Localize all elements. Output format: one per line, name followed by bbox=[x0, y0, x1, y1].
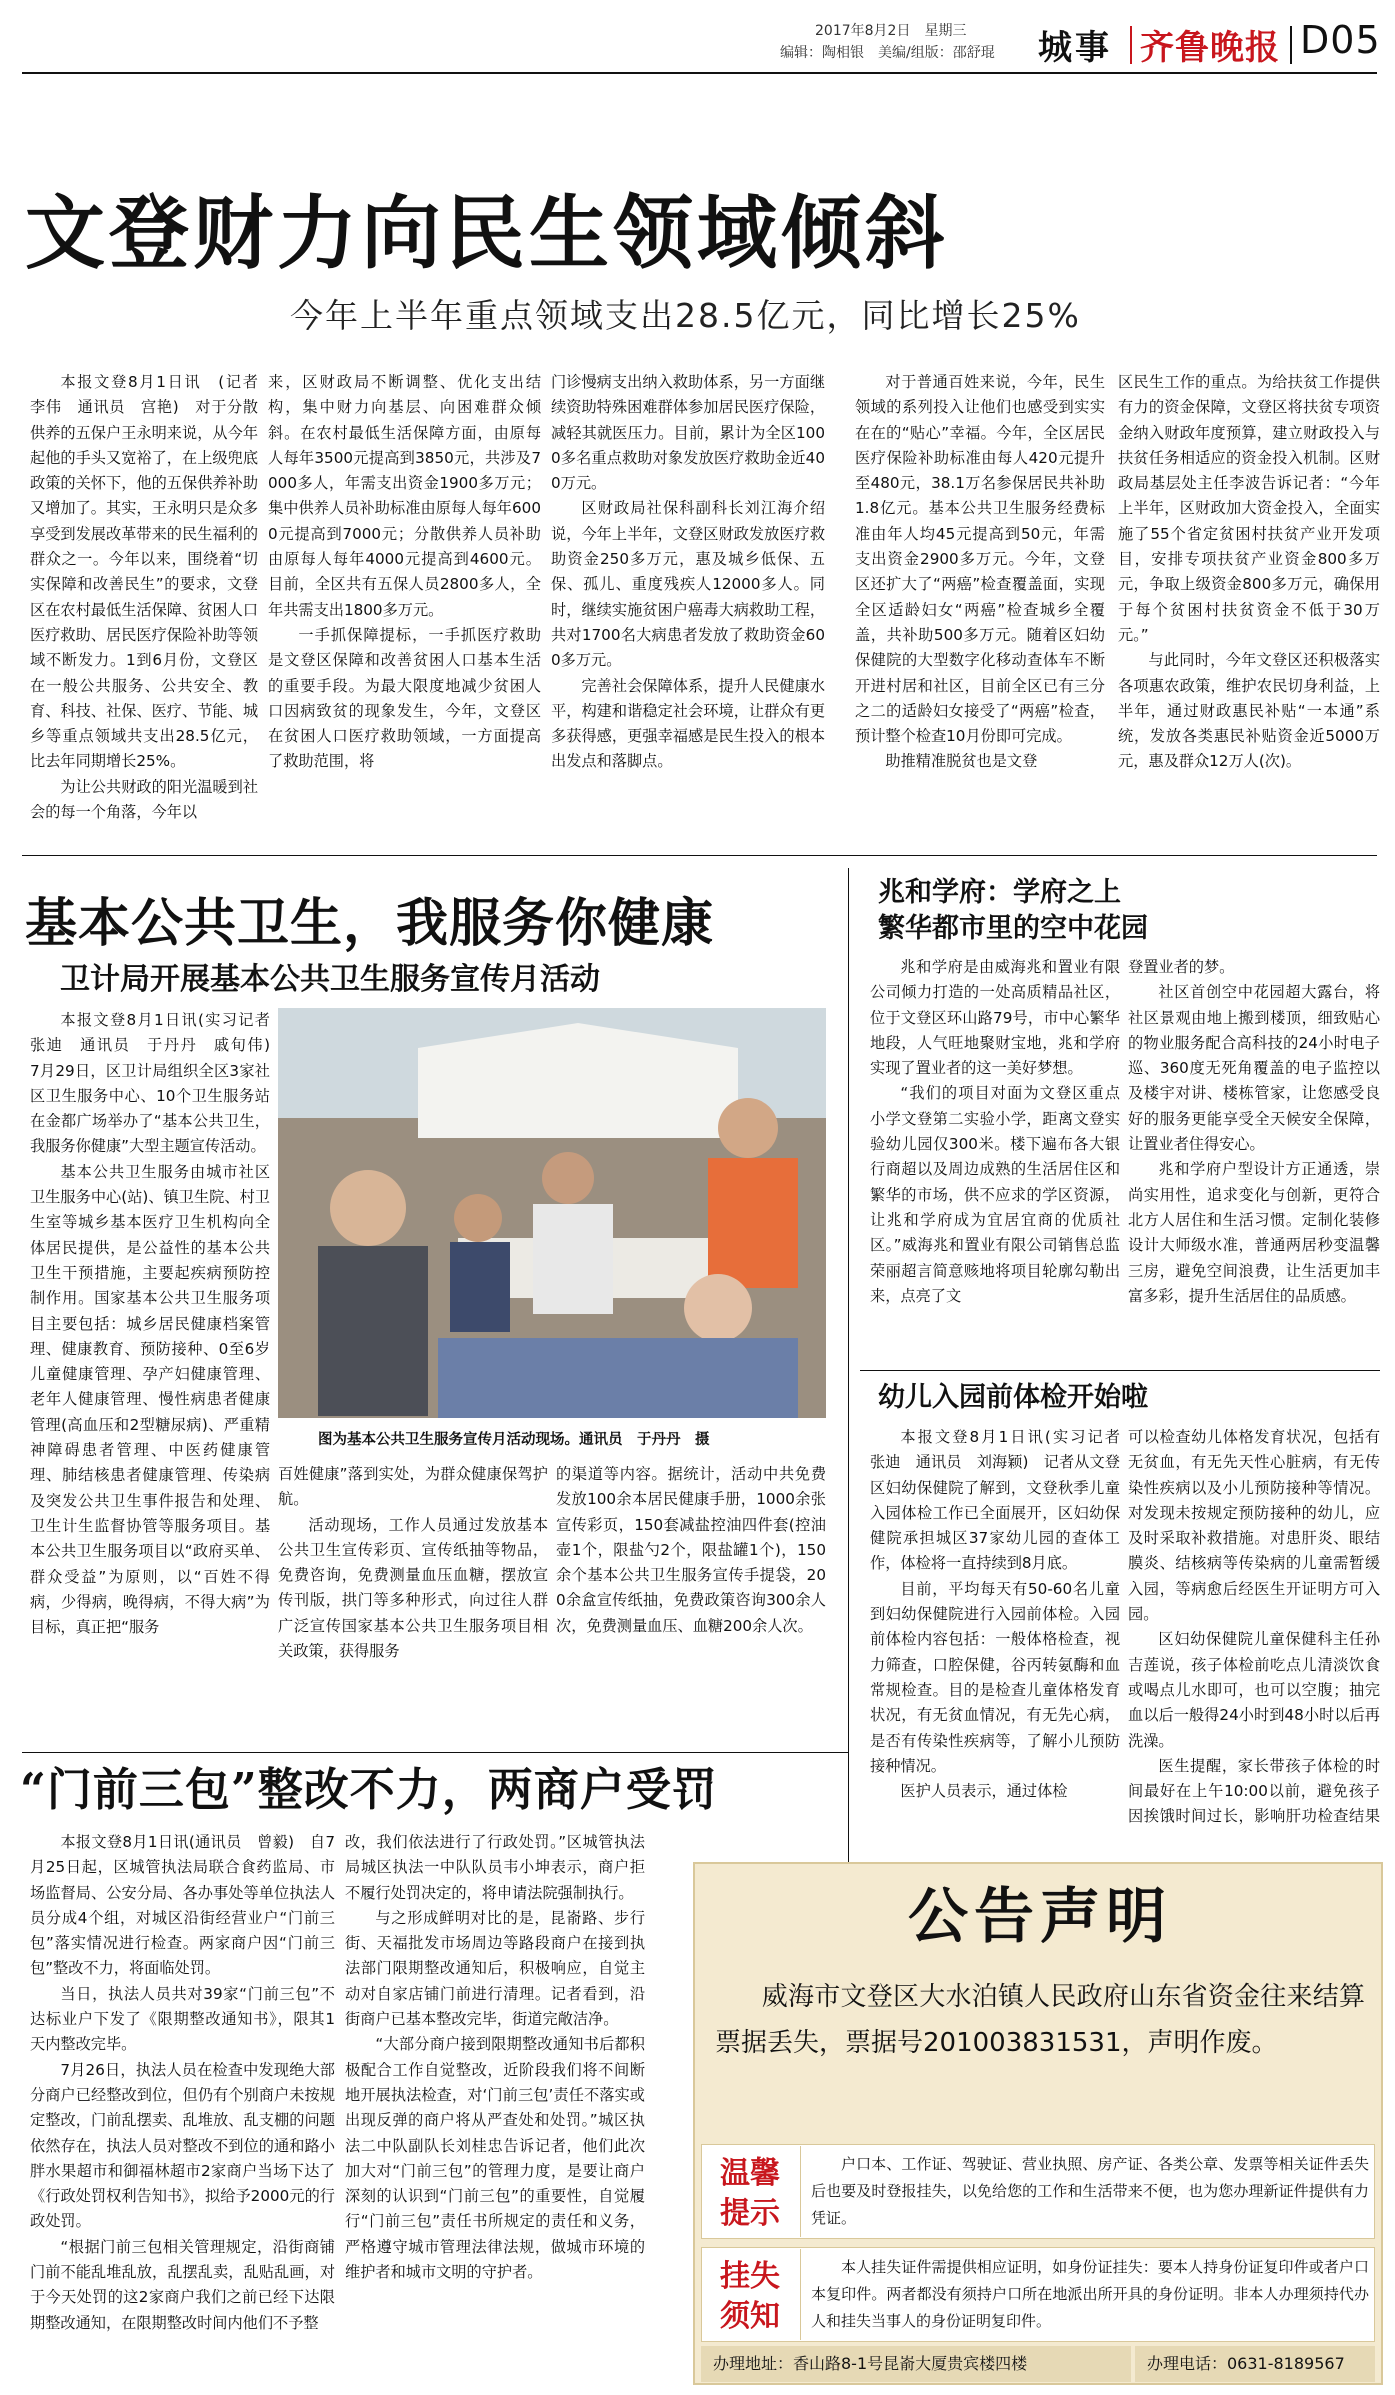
health-col-1: 本报文登8月1日讯(实习记者 张迪 通讯员 于丹丹 戚旬伟) 7月29日，区卫计局组织全区3家社区卫生服务中心、10个卫生服务站在金都广场举办了“基本公共卫生，我服务你健康”大型主题宣传活动。 基本公共卫生服务由城市社区卫生服务中心(站)、镇卫生院、村卫生室等城乡基本医疗卫生机构向全体居民提供，是公益性的基本公共卫生干预措施，主要起疾病预防控制作用。国家基本公共卫生服务项目主要包括：城乡居民健康档案管理、健康教育、预防接种、0至6岁儿童健康管理、孕产妇健康管理、老年人健康管理、慢性病患者健康管理(高血压和2型糖尿病)、严重精神障碍患者管理、中医药健康管理、肺结核患者健康管理、传染病及突发公共卫生事件报告和处理、卫生计生监督协管等服务项目。基本公共卫生服务项目以“政府买单、群众受益”为原则，以“百姓不得病，少得病，晚得病，不得大病”为目标，真正把“服务 bbox=[30, 1011, 270, 1637]
lead-col-2: 来，区财政局不断调整、优化支出结构，集中财力向基层、向困难群众倾斜。在农村最低生活保障方面，由原每人每年3500元提高到3850元，共涉及7000多人，年需支出资金1900多万元；集中供养人员补助标准由原每人每年6000元提高到7000元；分散供养人员补助由原每人每年4000元提高到4600元。目前，全区共有五保人员2800多人，全年共需支出1800多万元。 一手抓保障提标，一手抓医疗救助是文登区保障和改善贫困人口基本生活的重要手段。为最大限度地减少贫困人口因病致贫的现象发生，今年，文登区在贫困人口医疗救助领域，一方面提高了救助范围，将 bbox=[268, 373, 541, 771]
health-headline: 基本公共卫生，我服务你健康 bbox=[25, 893, 715, 954]
header-editors: 编辑：陶相银 美编/组版：邵舒琨 bbox=[780, 45, 995, 61]
lead-col-3: 门诊慢病支出纳入救助体系，另一方面继续资助特殊困难群体参加居民医疗保险，减轻其就医压力。目前，累计为全区1000多名重点救助对象发放医疗救助金近400万元。 区财政局社保科副科长刘江海介绍说，今年上半年，文登区财政发放医疗救助资金250多万元，惠及城乡低保、五保、孤儿、重度残疾人12000多人。同时，继续实施贫困户癌毒大病救助工程，共对1700名大病患者发放了救助资金600多万元。 完善社会保障体系，提升人民健康水平，构建和谐稳定社会环境，让群众有更多获得感，更强幸福感是民生投入的根本出发点和落脚点。 bbox=[551, 373, 825, 771]
penalty-col-2: 改，我们依法进行了行政处罚。”区城管执法局城区执法一中队队员韦小坤表示，商户拒不履行处罚决定的，将申请法院强制执行。 与之形成鲜明对比的是，昆嵛路、步行街、天福批发市场周边等路段商户在接到执法部门限期整改通知后，积极响应，自觉主动对自家店铺门前进行清理。记者看到，沿街商户已基本整改完毕，街道完敞洁净。 “大部分商户接到限期整改通知书后都积极配合工作自觉整改，近阶段我们将不间断地开展执法检查，对‘门前三包’责任不落实或出现反弹的商户将从严查处和处罚。”城区执法二中队副队长刘桂忠告诉记者，他们此次加大对“门前三包”的管理力度，是要让商户深刻的认识到“门前三包”的重要性，自觉履行“门前三包”责任书所规定的责任和义务，严格遵守城市管理法律法规，做城市环境的维护者和城市文明的守护者。 bbox=[345, 1833, 645, 2282]
school-col-2: 登置业者的梦。 社区首创空中花园超大露台，将社区景观由地上搬到楼顶，细致贴心的物业服务配合高科技的24小时电子巡、360度无死角覆盖的电子监控以及楼宇对讲、楼栋管家，让您感受良好的服务更能享受全天候安全保障，让置业者住得安心。 兆和学府户型设计方正通透，崇尚实用性，追求变化与创新，更符合北方人居住和生活习惯。定制化装修设计大师级水准，普通两居秒变温馨三房，避免空间浪费，让生活更加丰富多彩，提升生活居住的品质感。 bbox=[1128, 958, 1380, 1305]
school-headline: 兆和学府：学府之上 繁华都市里的空中花园 bbox=[878, 877, 1148, 944]
lead-headline: 文登财力向民生领域倾斜 bbox=[25, 186, 949, 280]
penalty-headline: “门前三包”整改不力，两商户受罚 bbox=[20, 1763, 718, 1816]
tip2-divider bbox=[800, 2249, 801, 2340]
health-bottom-rule bbox=[22, 1752, 848, 1753]
tip1-label: 温馨 提示 bbox=[720, 2156, 780, 2231]
school-bottom-rule bbox=[860, 1370, 1380, 1371]
header-rule bbox=[22, 72, 1377, 74]
photo-caption: 图为基本公共卫生服务宣传月活动现场。通讯员 于丹丹 摄 bbox=[318, 1432, 710, 1448]
tip2-label: 挂失 须知 bbox=[720, 2259, 780, 2334]
header-date: 2017年8月2日 星期三 bbox=[815, 23, 967, 39]
notice-ad bbox=[693, 1862, 1383, 2385]
tip1-body: 户口本、工作证、驾驶证、营业执照、房产证、各类公章、发票等相关证件丢失后也要及时登报挂失，以免给您的工作和生活带来不便，也为您办理新证件提供有力凭证。 bbox=[811, 2155, 1369, 2227]
header-divider bbox=[1130, 26, 1132, 64]
lead-col-5: 区民生工作的重点。为给扶贫工作提供有力的资金保障，文登区将扶贫专项资金纳入财政年度预算，建立财政投入与扶贫任务相适应的资金投入机制。区财政局基层处主任李波告诉记者：“今年上半年，区财政加大资金投入，全面实施了55个省定贫困村扶贫产业开发项目，安排专项扶贫产业资金800多万元，争取上级资金800多万元，确保用于每个贫困村扶贫资金不低于30万元。” 与此同时，今年文登区还积极落实各项惠农政策，维护农民切身利益，上半年，通过财政惠民补贴“一本通”系统，发放各类惠民补贴资金近5000万元，惠及群众12万人(次)。 bbox=[1118, 373, 1380, 771]
ad-title: 公告声明 bbox=[908, 1882, 1172, 1952]
lead-bottom-rule bbox=[22, 855, 1377, 856]
lead-col-1: 本报文登8月1日讯 (记者 李伟 通讯员 宫艳) 对于分散供养的五保户王永明来说，从今年起他的手头又宽裕了，在上级兜底政策的关怀下，他的五保供养补助又增加了。其实，王永明只是众多享受到发展改革带来的民生福利的群众之一。今年以来，围绕着“切实保障和改善民生”的要求，文登区在农村最低生活保障、贫困人口医疗救助、居民医疗保险补助等领域不断发力。1到6月份，文登区在一般公共服务、公共安全、教育、科技、社保、医疗、节能、城乡等重点领域共支出28.5亿元，比去年同期增长25%。 为让公共财政的阳光温暖到社会的每一个角落，今年以 bbox=[30, 373, 258, 822]
ad-phone: 办理电话：0631-8189567 bbox=[1135, 2346, 1375, 2382]
newspaper-logo: 齐鲁晚报 bbox=[1140, 28, 1280, 68]
health-event-photo bbox=[278, 1008, 826, 1418]
school-col-1: 兆和学府是由威海兆和置业有限公司倾力打造的一处高质精品社区，位于文登区环山路79号，市中心繁华地段，人气旺地聚财宝地，兆和学府实现了置业者的这一美好梦想。 “我们的项目对面为文登区重点小学文登第二实验小学，距离文登实验幼儿园仅300米。楼下遍布各大银行商超以及周边成熟的生活居住区和繁华的市场，供不应求的学区资源，让兆和学府成为宜居宜商的优质社区。”威海兆和置业有限公司销售总监荣丽超言简意赅地将项目轮廓勾勒出来，点亮了文 bbox=[870, 958, 1120, 1305]
photo-scene bbox=[278, 1008, 826, 1418]
section-name: 城事 bbox=[1038, 28, 1112, 68]
kinder-headline: 幼儿入园前体检开始啦 bbox=[878, 1382, 1148, 1413]
lead-col-4: 对于普通百姓来说，今年，民生领域的系列投入让他们也感受到实实在在的“贴心”幸福。今年，全区居民医疗保险补助标准由每人420元提升至480元，38.1万名参保居民共补助1.8亿元。基本公共卫生服务经费标准由年人均45元提高到50元，年需支出资金2900多万元。今年，文登区还扩大了“两癌”检查覆盖面，实现全区适龄妇女“两癌”检查城乡全覆盖，共补助500多万元。随着区妇幼保健院的大型数字化移动查体车不断开进村居和社区，目前全区已有三分之二的适龄妇女接受了“两癌”检查，预计整个检查10月份即可完成。 助推精准脱贫也是文登 bbox=[855, 373, 1105, 771]
ad-body: 威海市文登区大水泊镇人民政府山东省资金往来结算票据丢失，票据号201003831531，声明作废。 bbox=[715, 1982, 1365, 2058]
kinder-col-1: 本报文登8月1日讯(实习记者 张迪 通讯员 刘海颖) 记者从文登区妇幼保健院了解到，文登秋季儿童入园体检工作已全面展开，区妇幼保健院承担城区37家幼儿园的查体工作，体检将一直持续到8月底。 目前，平均每天有50-60名儿童到妇幼保健院进行入园前体检。入园前体检内容包括：一般体格检查，视力筛查，口腔保健，谷丙转氨酶和血常规检查。目的是检查儿童体格发育状况，有无贫血情况，有无先心病，是否有传染性疾病等，了解小儿预防接种情况。 医护人员表示，通过体检 bbox=[870, 1428, 1120, 1801]
tip2-body: 本人挂失证件需提供相应证明，如身份证挂失：要本人持身份证复印件或者户口本复印件。两者都没有须持户口所在地派出所开具的身份证明。非本人办理须持代办人和挂失当事人的身份证明复印件。 bbox=[811, 2258, 1369, 2330]
page-number: D05 bbox=[1300, 18, 1381, 62]
penalty-col-1: 本报文登8月1日讯(通讯员 曾毅) 自7月25日起，区城管执法局联合食药监局、市场监督局、公安分局、各办事处等单位执法人员分成4个组，对城区沿街经营业户“门前三包”落实情况进行检查。两家商户因“门前三包”整改不力，将面临处罚。 当日，执法人员共对39家“门前三包”不达标业户下发了《限期整改通知书》，限其1天内整改完毕。 7月26日，执法人员在检查中发现绝大部分商户已经整改到位，但仍有个别商户未按规定整改，门前乱摆卖、乱堆放、乱支棚的问题依然存在，执法人员对整改不到位的通和路小胖水果超市和御福林超市2家商户当场下达了《行政处罚权利告知书》，拟给予2000元的行政处罚。 “根据门前三包相关管理规定，沿街商铺门前不能乱堆乱放，乱摆乱卖，乱贴乱画，对于今天处罚的这2家商户我们之前已经下达限期整改通知，在限期整改时间内他们不予整 bbox=[30, 1833, 335, 2332]
header-divider-2 bbox=[1290, 26, 1292, 64]
health-col-3: 的渠道等内容。据统计，活动中共免费发放100余本居民健康手册，1000余张宣传彩页，150套减盐控油四件套(控油壶1个，限盐勺2个，限盐罐1个)，150余个基本公共卫生服务宣传手提袋，200余盒宣传纸抽，免费政策咨询300余人次，免费测量血压、血糖200余人次。 bbox=[556, 1465, 826, 1635]
kinder-col-2: 可以检查幼儿体格发育状况，包括有无贫血，有无先天性心脏病，有无传染性疾病以及小儿预防接种等情况。对发现未按规定预防接种的幼儿，应及时采取补救措施。对患肝炎、眼结膜炎、结核病等传染病的儿童需暂缓入园，等病愈后经医生开证明方可入园。 区妇幼保健院儿童保健科主任孙吉莲说，孩子体检前吃点儿清淡饮食或喝点儿水即可，也可以空腹；抽完血以后一般得24小时到48小时以后再洗澡。 医生提醒，家长带孩子体检的时间最好在上午10:00以前，避免孩子因挨饿时间过长，影响肝功检查结果 bbox=[1128, 1428, 1380, 1825]
health-col-2: 百姓健康”落到实处，为群众健康保驾护航。 活动现场，工作人员通过发放基本公共卫生宣传彩页、宣传纸抽等物品，免费咨询，免费测量血压血糖，摆放宣传刊版，拱门等多种形式，向过往人群广泛宣传国家基本公共卫生服务项目相关政策，获得服务 bbox=[278, 1465, 548, 1661]
health-subheadline: 卫计局开展基本公共卫生服务宣传月活动 bbox=[60, 962, 600, 997]
lead-subheadline: 今年上半年重点领域支出28.5亿元，同比增长25% bbox=[290, 296, 1081, 335]
ad-address: 办理地址：香山路8-1号昆嵛大厦贵宾楼四楼 bbox=[701, 2346, 1131, 2382]
tip1-divider bbox=[800, 2146, 801, 2237]
